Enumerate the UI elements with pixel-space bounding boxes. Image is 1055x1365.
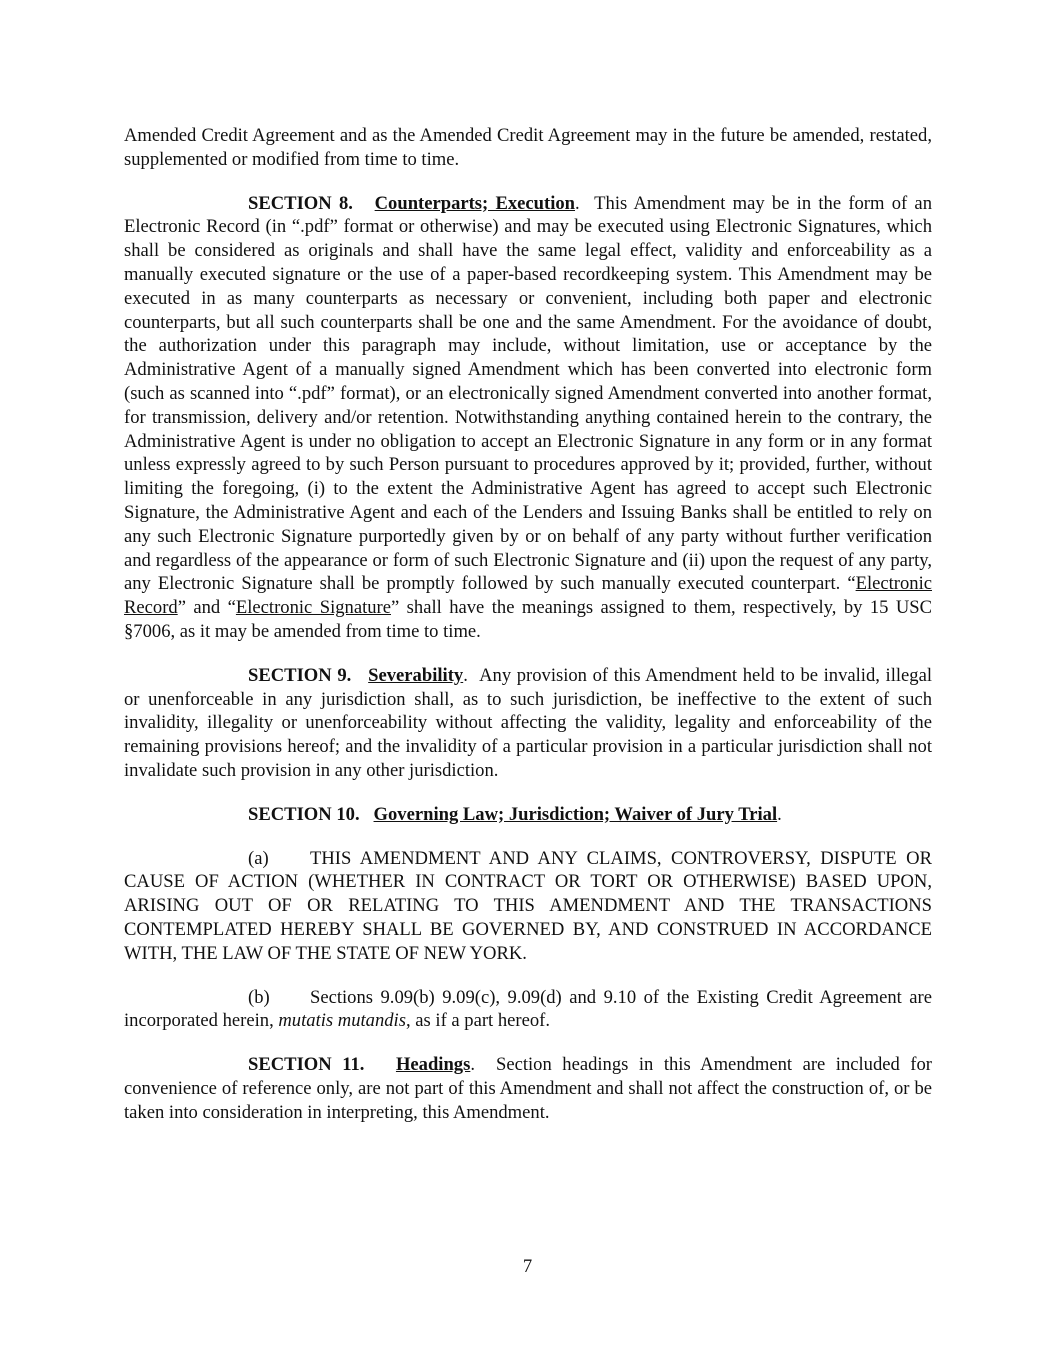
- section-10-a-paragraph: [124, 847, 932, 966]
- section-8-paragraph: SECTION 8. Counterparts; Execution. This Amendment may be in the form of an Electronic Record (in “.pdf” format or otherwise) and may be executed using Electronic Signatures, which shall be considered as originals and shall have the same legal effect, validity and enforceability as a manually executed signature or the use of a paper-based recordkeeping system. This Amendment may be executed in as many counterparts as necessary or convenient, including both paper and electronic counterparts, but all such counterparts shall be one and the same Amendment. For the avoidance of doubt, the authorization under this paragraph may include, without limitation, use or acceptance by the Administrative Agent of a manually signed Amendment which has been converted into electronic form (such as scanned into “.pdf” format), or an electronically signed Amendment converted into another format, for transmission, delivery and/or retention. Notwithstanding anything contained herein to the contrary, the Administrative Agent is under no obligation to accept an Electronic Signature in any form or in any format unless expressly agreed to by such Person pursuant to procedures approved by it; provided, further, without limiting the foregoing, (i) to the extent the Administrative Agent has agreed to accept such Electronic Signature, the Administrative Agent and each of the Lenders and Issuing Banks shall be entitled to rely on any such Electronic Signature purportedly given by or on behalf of any party without further verification and regardless of the appearance or form of such Electronic Signature and (ii) upon the request of any party, any Electronic Signature shall be promptly followed by such manually executed counterpart. “Electronic Record” and “Electronic Signature” shall have the meanings assigned to them, respectively, by 15 USC §7006, as it may be amended from time to time.: [124, 192, 933, 642]
- page-number: 7: [522, 1256, 533, 1277]
- section-8-body-a: This Amendment may be in the form of an Electronic Record (in “.pdf” format or otherwise) and may be executed using Electronic Signatures, which shall be considered as originals and shall have the same legal effect, validity and enforceability as a manually executed signature or the use of a paper-based recordkeeping system. This Amendment may be executed in as many counterparts as necessary or convenient, including both paper and electronic counterparts, but all such counterparts shall be one and the same Amendment. For the avoidance of doubt, the authorization under this paragraph may include, without limitation, use or acceptance by the Administrative Agent of a manually signed Amendment which has been converted into electronic form (such as scanned into “.pdf” format), or an electronically signed Amendment converted into another format, for transmission, delivery and/or retention. Notwithstanding anything contained herein to the contrary, the Administrative Agent is under no obligation to accept an Electronic Signature in any form or in any format unless expressly agreed to by such Person pursuant to procedures approved by it; provided, further, without limiting the foregoing, (i) to the extent the Administrative Agent has agreed to accept such Electronic Signature, the Administrative Agent and each of the Lenders and Issuing Banks shall be entitled to rely on any such Electronic Signature purportedly given by or on behalf of any party without further verification and regardless of the appearance or form of such Electronic Signature and (ii) upon the request of any party, any Electronic Signature shall be promptly followed by such manually executed counterpart. “: [124, 192, 932, 595]
- section-8-body-b: ” shall have the meanings assigned to them, respectively, by 15 USC §7006, as it may be amended from time to time.: [124, 597, 933, 642]
- section-8-heading: Counterparts; Execution: [374, 192, 576, 214]
- clause-b-label: (b): [248, 986, 270, 1008]
- clause-a-label: (a): [248, 847, 269, 869]
- section-10-heading: Governing Law; Jurisdiction; Waiver of Jury Trial: [373, 803, 778, 825]
- section-9-heading: Severability: [368, 664, 464, 686]
- section-9-paragraph: SECTION 9. Severability. Any provision of this Amendment held to be invalid, illegal or unenforceable in any jurisdiction shall, as to such jurisdiction, be ineffective to the extent of such invalidity, illegality or unenforceability without affecting the validity, legality and enforceability of the remaining provisions hereof; and the invalidity of a particular provision in a particular jurisdiction shall not invalidate such provision in any other jurisdiction.: [124, 664, 932, 781]
- clause-b-italic: mutatis mutandis: [278, 1010, 406, 1032]
- section-8-number: SECTION 8.: [248, 192, 353, 214]
- term-electronic-record: Electronic Record: [124, 573, 932, 619]
- section-8-mid: ” and “: [177, 597, 236, 619]
- section-10-b-paragraph: [124, 986, 932, 1034]
- section-11-number: SECTION 11.: [248, 1054, 365, 1076]
- section-9-body: Any provision of this Amendment held to be invalid, illegal or unenforceable in any jurisdiction shall, as to such jurisdiction, be ineffective to the extent of such invalidity, illegality or unenforceability without affecting the validity, legality and enforceability of the remaining provisions hereof; and the invalidity of a particular provision in a particular jurisdiction shall not invalidate such provision in any other jurisdiction.: [124, 664, 932, 781]
- section-10-heading-line: SECTION 10. Governing Law; Jurisdiction; Waiver of Jury Trial.: [248, 803, 782, 825]
- term-electronic-signature: Electronic Signature: [235, 597, 391, 619]
- section-11-body: Section headings in this Amendment are included for convenience of reference only, are not part of this Amendment and shall not affect the construction of, or be taken into consideration in interpreting, this Amendment.: [124, 1054, 932, 1123]
- clause-b-text-1: Sections 9.09(b) 9.09(c), 9.09(d) and 9.10 of the Existing Credit Agreement are incorporated herein,: [124, 986, 932, 1032]
- section-9-number: SECTION 9.: [248, 664, 352, 686]
- continuation-paragraph: Amended Credit Agreement and as the Amended Credit Agreement may in the future be amended, restated, supplemented or modified from time to time.: [124, 125, 932, 170]
- section-11-heading: Headings: [395, 1054, 471, 1076]
- clause-a-text: THIS AMENDMENT AND ANY CLAIMS, CONTROVERSY, DISPUTE OR CAUSE OF ACTION (WHETHER IN CONTRACT OR TORT OR OTHERWISE) BASED UPON, ARISING OUT OF OR RELATING TO THIS AMENDMENT AND THE TRANSACTIONS CONTEMPLATED HEREBY SHALL BE GOVERNED BY, AND CONSTRUED IN ACCORDANCE WITH, THE LAW OF THE STATE OF NEW YORK.: [124, 847, 932, 964]
- section-11-paragraph: SECTION 11. Headings. Section headings in this Amendment are included for convenience of reference only, are not part of this Amendment and shall not affect the construction of, or be taken into consideration in interpreting, this Amendment.: [124, 1054, 932, 1123]
- document-page: [124, 124, 932, 1124]
- clause-b-text-2: , as if a part hereof.: [405, 1010, 550, 1032]
- section-10-number: SECTION 10.: [248, 803, 360, 825]
